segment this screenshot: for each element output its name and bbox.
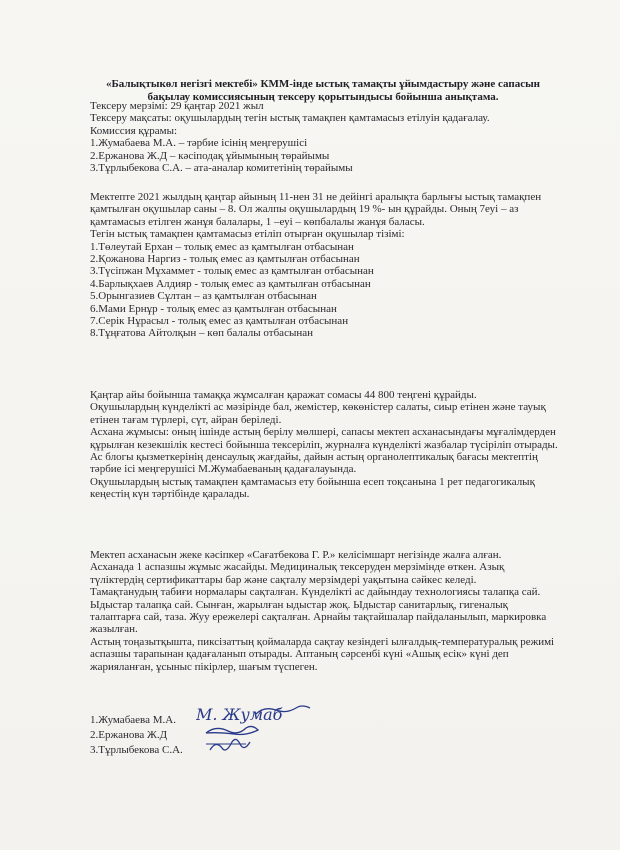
student-item: 2.Қожанова Наргиз - толық емес аз қамтылған отбасынан [90,253,360,266]
commission-heading: Комиссия құрамы: [90,124,178,137]
student-item: 7.Серік Нұрасыл - толық емес аз қамтылған отбасынан [90,315,349,328]
students-summary: Мектепте 2021 жылдың қаңтар айының 11-нен 31 не дейінгі аралықта барлығы ыстық тамақпен қамтылған оқушылар саны – 8. Ол жалпы оқушылардың 19 %- ын құрайды. Оның 7еуі – аз қамтамасыз етілген жанұя балалары, 1 –еуі – көпбалалы жанұя баласы. [90,191,542,228]
signers-list [90,713,183,758]
signer-name: 1.Жумабаева М.А. [90,714,176,726]
commission-member: 3.Тұрлыбекова С.А. – ата-аналар комитетінің төрайымы [90,162,353,175]
inspection-info [90,100,560,174]
canteen-paragraph: Астың тоңазытқышта, пиксізаттың қоймаларда сақтау кезіндегі ылғалдық-температуралық режимі аспазшы тарапынан қадағаланып отырады. Аптаның сәрсенбі күні «Ашық есік» күні деп жарияланған, ұсыныс пікірлер, шағым түспеген. [90,635,555,673]
meals-paragraph: Қаңтар айы бойынша тамаққа жұмсалған қаражат сомасы 44 800 теңгені құрайды. [90,389,477,401]
meals-section [90,389,560,501]
handwritten-signatures [196,700,326,760]
document-title: «Балықтыкөл негізгі мектебі» КММ-інде ыстық тамақты ұйымдастыру және сапасын бақылау комиссиясының тексеру қорытындысы бойынша анықтама. [105,78,541,103]
student-item: 6.Мами Ернұр - толық емес аз қамтылған отбасынан [90,302,337,315]
inspection-date: Тексеру мерзімі: 29 қаңтар 2021 жыл [90,100,264,112]
students-list-heading: Тегін ыстық тамақпен қамтамасыз етіліп отырған оқушылар тізімі: [90,228,405,241]
signer-name: 2.Ержанова Ж.Д [90,729,168,741]
students-section [90,191,560,340]
meals-paragraph: Ас блогы қызметкерінің денсаулық жағдайы, дайын астың органолептикалық бағасы мектептің тәрбие ісі меңгерушісі М.Жумабаеваның қадағалауында. [90,451,538,476]
student-item: 5.Орынгазиев Сұлтан – аз қамтылған отбасынан [90,290,317,303]
canteen-paragraph: Асханада 1 аспазшы жұмыс жасайды. Медициналық тексеруден мерзімінде өткен. Азық түліктердің сертификаттары бар және сақталу мерзімдері уақытына сәйкес келеді. [90,561,505,586]
inspection-purpose: Тексеру мақсаты: оқушылардың тегін ыстық тамақпен қамтамасыз етілуін қадағалау. [90,112,490,125]
canteen-section [90,549,560,673]
canteen-paragraph: Тамақтанудың табиғи нормалары сақталған. Күнделікті ас дайындау технологиясы талапқа сай. Ыдыстар талапқа сай. Сынған, жарылған ыдыстар жоқ. Ыдыстар санитарлық, гигеналық талаптарға сай, таза. Жуу ережелері сақталған. Арнайы тақтайшалар пайдаланылып, маркировка жазылған. [90,586,547,636]
meals-paragraph: Асхана жұмысы: оның ішінде астың берілу мөлшері, сапасы мектеп асханасындағы мұғалімдерден құрылған кезекшілік кестесі бойынша тексеріліп, журналға күнделікті жазбалар түсіріліп отырады. [90,426,558,451]
commission-member: 2.Ержанова Ж.Д – кәсіподақ ұйымының төрайымы [90,149,330,162]
student-item: 1.Төлеутай Ерхан – толық емес аз қамтылған отбасынан [90,240,354,253]
svg-text:М. Жумаб: М. Жумаб [196,705,283,724]
canteen-paragraph: Мектеп асханасын жеке кәсіпкер «Сағатбекова Г. Р.» келісімшарт негізінде жалға алған. [90,549,502,561]
student-item: 8.Тұңғатова Айтолқын – көп балалы отбасынан [90,327,313,340]
meals-paragraph: Оқушылардың күнделікті ас мәзірінде бал, жемістер, көкөністер салаты, сиыр етінен және тауық етінен тағам түрлері, сүт, айран беріледі. [90,401,546,426]
commission-member: 1.Жумабаева М.А. – тәрбие ісінің меңгерушісі [90,137,308,150]
signer-name: 3.Тұрлыбекова С.А. [90,744,183,756]
meals-paragraph: Оқушылардың ыстық тамақпен қамтамасыз ету бойынша есеп тоқсанына 1 рет педагогикалық кеңестің күн тәртібінде қаралады. [90,475,535,501]
student-item: 3.Түсіпжан Мұхаммет - толық емес аз қамтылған отбасынан [90,265,374,278]
student-item: 4.Барлықхаев Алдияр - толық емес аз қамтылған отбасынан [90,277,371,290]
